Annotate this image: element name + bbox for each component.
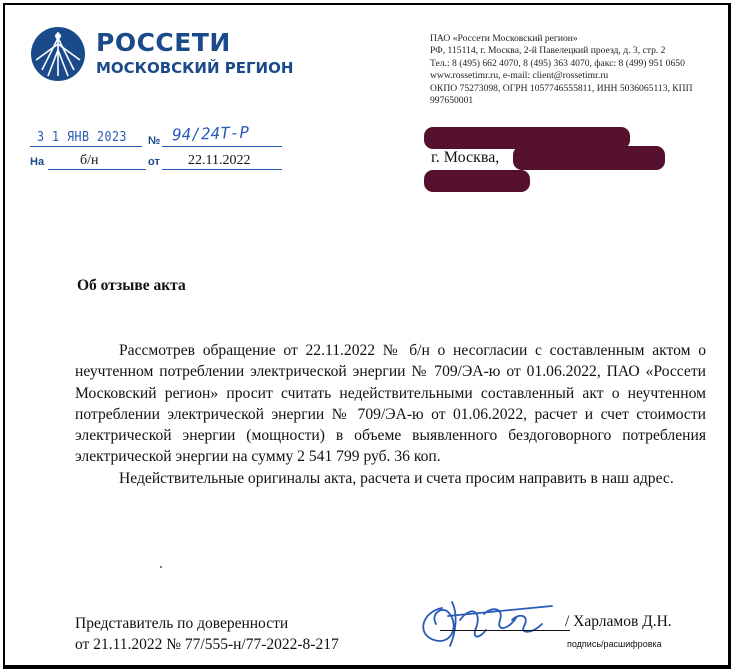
body-paragraph: Рассмотрев обращение от 22.11.2022 № б/н о несогласии с составленным актом о неучтенном потреблении электрической энергии № 709/ЭА-ю от 01.06.2022, ПАО «Россети Московский регион» просит считать недействительными составленный акт о неучтенном потреблении электрической энергии № 709/ЭА-ю от 01.06.2022, расчет и счет стоимости электрической энергии (мощности) в объеме выявленного бездоговорного потребления электрической энергии на сумму 2 541 799 руб. 36 коп. <box>75 342 706 466</box>
registration-stamp-date: 3 1 ЯНВ 2023 <box>37 130 127 145</box>
from-label: от <box>148 156 160 168</box>
rosseti-logo-icon <box>30 26 86 82</box>
date-underline <box>30 146 142 147</box>
body-paragraph: Недействительные оригиналы акта, расчета и счета просим направить в наш адрес. <box>119 469 674 487</box>
logo-title: РОССЕТИ <box>96 28 231 57</box>
power-of-attorney: от 21.11.2022 № 77/555-н/77-2022-8-217 <box>75 636 339 653</box>
signatory-name: / Харламов Д.Н. <box>565 613 672 630</box>
from-date: 22.11.2022 <box>188 153 251 168</box>
contact-line: ОКПО 75273098, ОГРН 1057746555811, ИНН 5036065113, КПП <box>430 82 693 94</box>
letter-body <box>75 340 706 489</box>
in-reply-underline <box>48 169 146 170</box>
contact-line: ПАО «Россети Московский регион» <box>430 33 578 44</box>
in-reply-label: На <box>30 156 45 168</box>
number-underline <box>162 146 282 147</box>
contact-line: Тел.: 8 (495) 662 4070, 8 (495) 363 4070, факс: 8 (499) 951 0650 <box>430 57 685 69</box>
contact-line: РФ, 115114, г. Москва, 2-й Павелецкий проезд, д. 3, стр. 2 <box>430 45 666 57</box>
signatory-title: Представитель по доверенности <box>75 615 289 632</box>
from-underline <box>162 169 282 170</box>
redacted-address-2 <box>424 170 530 192</box>
signatory-position <box>75 613 339 655</box>
signature-underline <box>440 630 570 631</box>
handwritten-signature <box>412 594 562 650</box>
redacted-address <box>513 146 665 170</box>
contact-line: 997650001 <box>430 95 474 107</box>
letter-subject: Об отзыве акта <box>77 277 186 294</box>
logo-subtitle: МОСКОВСКИЙ РЕГИОН <box>96 59 294 77</box>
outgoing-number: 94/24Т-Р <box>171 122 250 145</box>
in-reply-number: б/н <box>80 153 99 168</box>
addressee-city: г. Москва, <box>431 149 500 166</box>
number-label: № <box>148 135 161 147</box>
signature-caption: подпись/расшифровка <box>567 639 662 649</box>
stray-mark <box>160 566 162 568</box>
contact-line: www.rossetimr.ru, e-mail: client@rossetimr.ru <box>430 70 609 82</box>
company-contacts <box>430 33 693 107</box>
